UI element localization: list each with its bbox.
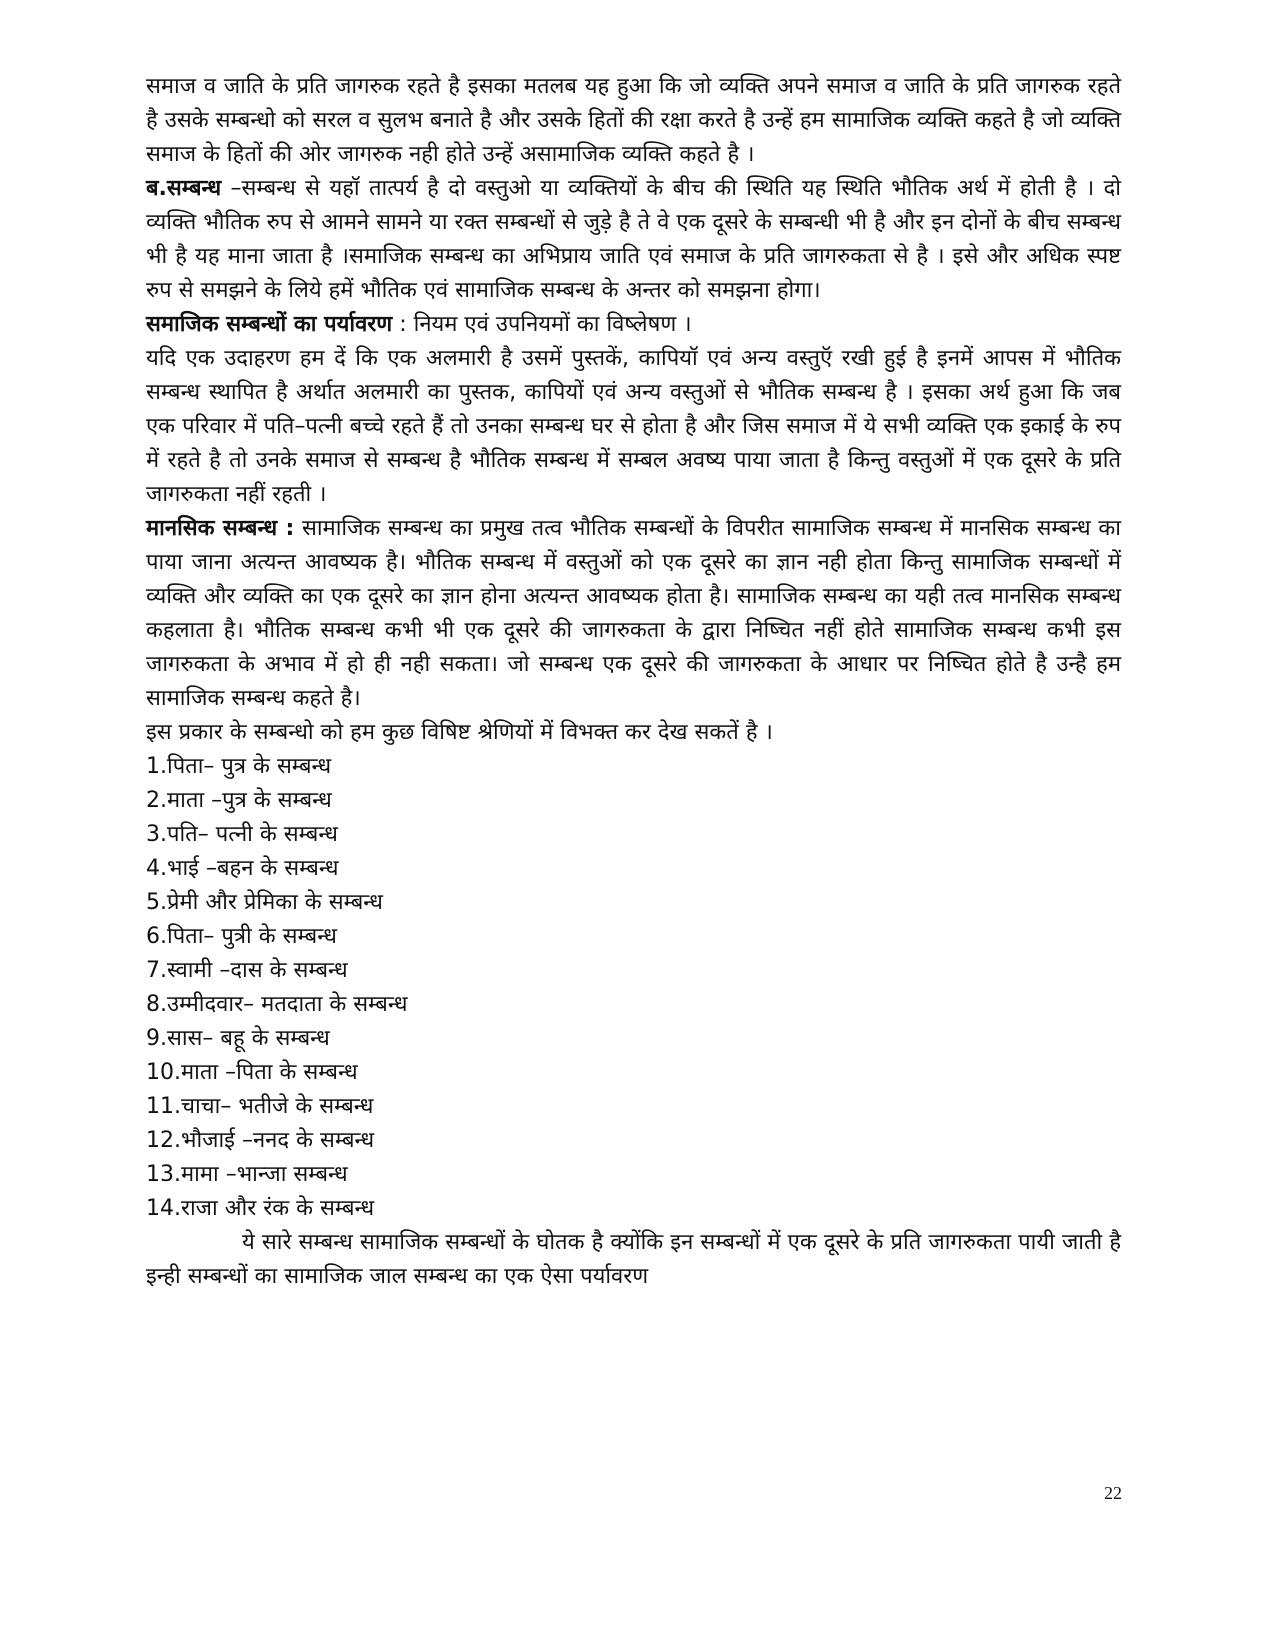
list-item: 5.प्रेमी और प्रेमिका के सम्बन्ध bbox=[146, 890, 383, 915]
section-heading-mental-relation: मानसिक सम्बन्ध : bbox=[146, 516, 295, 541]
list-item: 4.भाई –बहन के सम्बन्ध bbox=[146, 856, 339, 881]
environment-subtitle: : नियम एवं उपनियमों का विष्लेषण । bbox=[392, 312, 692, 337]
paragraph-relation-body: –सम्बन्ध से यहॉ तात्पर्य है दो वस्तुओ या व्यक्तियों के बीच की स्थिति यह स्थिति भौतिक अर्थ में होती है । दो व्यक्ति भौतिक रुप से आमने सामने या रक्त सम्बन्धों से जुड़े है ते वे एक दूसरे के सम्बन्धी भी है और इन दोनों के बीच सम्बन्ध भी है यह माना जाता है ।समाजिक सम्बन्ध का अभिप्राय जाति एवं समाज के प्रति जागरुकता से है । इसे और अधिक स्पष्ट रुप से समझने के लिये हमें भौतिक एवं सामाजिक सम्बन्ध के अन्तर को समझना होगा। bbox=[146, 176, 1121, 303]
page-number: 22 bbox=[1104, 1483, 1122, 1503]
list-item: 10.माता –पिता के सम्बन्ध bbox=[146, 1060, 358, 1085]
list-item: 13.मामा –भान्जा सम्बन्ध bbox=[146, 1162, 348, 1187]
list-item: 14.राजा और रंक के सम्बन्ध bbox=[146, 1196, 375, 1221]
list-item: 3.पति– पत्नी के सम्बन्ध bbox=[146, 822, 338, 847]
paragraph-categories-intro: इस प्रकार के सम्बन्धो को हम कुछ विषिष्ट श्रेणियों में विभक्त कर देख सकतें है । bbox=[146, 720, 773, 745]
relations-list bbox=[146, 750, 1121, 1226]
list-item: 7.स्वामी –दास के सम्बन्ध bbox=[146, 958, 348, 983]
list-item: 12.भौजाई –ननद के सम्बन्ध bbox=[146, 1128, 375, 1153]
list-item: 8.उम्मीदवार– मतदाता के सम्बन्ध bbox=[146, 992, 408, 1017]
paragraph-mental-relation-body: सामाजिक सम्बन्ध का प्रमुख तत्व भौतिक सम्बन्धों के विपरीत सामाजिक सम्बन्ध में मानसिक सम्बन्ध का पाया जाना अत्यन्त आवष्यक है। भौतिक सम्बन्ध में वस्तुओं को एक दूसरे का ज्ञान नही होता किन्तु सामाजिक सम्बन्धों में व्यक्ति और व्यक्ति का एक दूसरे का ज्ञान होना अत्यन्त आवष्यक होता है। सामाजिक सम्बन्ध का यही तत्व मानसिक सम्बन्ध कहलाता है। भौतिक सम्बन्ध कभी भी एक दूसरे की जागरुकता के द्वारा निष्चित नहीं होते सामाजिक सम्बन्ध कभी इस जागरुकता के अभाव में हो ही नही सकता। जो सम्बन्ध एक दूसरे की जागरुकता के आधार पर निष्चित होते है उन्है हम सामाजिक सम्बन्ध कहते है। bbox=[146, 516, 1121, 711]
paragraph-conclusion: ये सारे सम्बन्ध सामाजिक सम्बन्धों के घोतक है क्योंकि इन सम्बन्धों में एक दूसरे के प्रति जागरुकता पायी जाती है इन्ही सम्बन्धों का सामाजिक जाल सम्बन्ध का एक ऐसा पर्यावरण bbox=[146, 1230, 1121, 1289]
list-item: 11.चाचा– भतीजे के सम्बन्ध bbox=[146, 1094, 374, 1119]
list-item: 6.पिता– पुत्री के सम्बन्ध bbox=[146, 924, 337, 949]
paragraph-relation-definition bbox=[146, 172, 1121, 308]
paragraph-social-person: समाज व जाति के प्रति जागरुक रहते है इसका मतलब यह हुआ कि जो व्यक्ति अपने समाज व जाति के प्रति जागरुक रहते है उसके सम्बन्धो को सरल व सुलभ बनाते है और उसके हितों की रक्षा करते है उन्हें हम सामाजिक व्यक्ति कहते है जो व्यक्ति समाज के हितों की ओर जागरुक नही होते उन्हें असामाजिक व्यक्ति कहते है । bbox=[146, 74, 1121, 167]
section-heading-environment: समाजिक सम्बन्धों का पर्यावरण bbox=[146, 312, 393, 337]
paragraph-environment-heading bbox=[146, 308, 1121, 342]
section-heading-relation: ब.सम्बन्ध bbox=[146, 176, 222, 201]
list-item: 9.सास– बहू के सम्बन्ध bbox=[146, 1026, 330, 1051]
list-item: 2.माता –पुत्र के सम्बन्ध bbox=[146, 788, 332, 813]
paragraph-almirah-example: यदि एक उदाहरण हम दें कि एक अलमारी है उसमें पुस्तकें, कापियॉ एवं अन्य वस्तुऍ रखी हुई है इनमें आपस में भौतिक सम्बन्ध स्थापित है अर्थात अलमारी का पुस्तक, कापियों एवं अन्य वस्तुओं से भौतिक सम्बन्ध है । इसका अर्थ हुआ कि जब एक परिवार में पति–पत्नी बच्चे रहते हैं तो उनका सम्बन्ध घर से होता है और जिस समाज में ये सभी व्यक्ति एक इकाई के रुप में रहते है तो उनके समाज से सम्बन्ध है भौतिक सम्बन्ध में सम्बल अवष्य पाया जाता है किन्तु वस्तुओं में एक दूसरे के प्रति जागरुकता नहीं रहती । bbox=[146, 346, 1121, 507]
page-body bbox=[146, 70, 1121, 1294]
list-item: 1.पिता– पुत्र के सम्बन्ध bbox=[146, 754, 332, 779]
paragraph-mental-relation bbox=[146, 512, 1121, 716]
